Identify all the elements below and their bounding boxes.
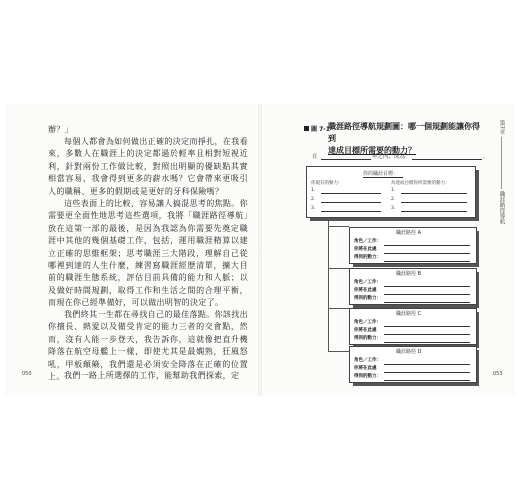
path-d-role-label: 角色／工作： [354,358,381,363]
chapter-rule [501,137,502,189]
path-a-drive-label-2: 得到的動力： [354,255,381,260]
path-c-title: 職涯路徑 C [396,311,422,317]
connector-trunk [328,217,329,332]
path-a-line-2 [384,253,470,254]
path-b-drive-label-1: 你將在此處 [354,288,377,293]
path-d-line-3 [384,380,470,381]
goal-middle: 年之內，成為 [372,154,406,160]
goal-years-blank [321,159,371,160]
path-c-line-3 [384,342,470,343]
chapter-subtitle: 職涯路徑導航 [498,190,505,224]
right-number-3: 3. [391,206,396,211]
path-c-line-2 [384,334,470,335]
goal-box-title-line [363,177,403,178]
path-c-box [349,308,477,345]
path-c-role-label: 角色／工作： [354,320,381,325]
chapter-marker [492,120,510,224]
connector-d [328,351,349,352]
figure-title-line1: 職涯路徑導航規劃圖：哪一個規劃能讓你得到 [328,122,480,143]
paragraph-0: 辦？」 [48,125,74,134]
path-a-title: 職涯路徑 A [396,230,422,236]
path-c-line-1 [384,326,470,327]
connector-b [328,268,349,269]
goal-suffix: 。 [483,154,489,160]
path-a-drive-label-1: 你將在此處 [354,247,377,252]
path-d-line-2 [384,372,470,373]
path-d-box [349,346,477,383]
path-c-drive-label-1: 你將在此處 [354,328,377,333]
right-number-1: 1. [391,188,396,193]
current-drivers-title: 你現有的動力： [311,181,343,186]
path-d-line-1 [384,364,470,365]
paragraph-4: 我們一路上所選擇的工作，能幫助我們探索，定 [64,371,240,380]
left-line-1 [321,193,381,194]
square-bullet-icon [304,126,309,131]
left-line-2 [321,202,381,203]
path-b-role-label: 角色／工作： [354,280,381,285]
figure-number: 圖 7-1 [311,126,330,133]
connector-c [328,308,349,309]
figure-tag [304,124,330,133]
left-line-3 [321,211,381,212]
page-number-right: 053 [493,371,503,377]
left-number-1: 1. [311,188,316,193]
right-number-2: 2. [391,197,396,202]
connector-trunk-lower [328,332,329,352]
chapter-label: 第7章 [498,120,505,135]
path-b-drive-label-2: 得到的動力： [354,296,381,301]
connector-a [328,226,349,227]
path-a-line-1 [384,245,470,246]
paragraph-1: 每個人都會為如何做出正確的決定而掙扎，在我看來，多數人在職涯上的決定都過於輕率且相對短視近利，針對兩份工作做比較，對照出明顯的優缺點其實相當容易，我會得到更多的薪水嗎？它會帶來更吸引人的職稱、更多的假期或是更好的牙科保險嗎？ [48,137,248,196]
goal-prefix: 在 [312,154,318,160]
left-number-3: 3. [311,206,316,211]
goal-box [306,166,476,218]
path-a-box [349,227,477,264]
figure-title-line2: 達成目標所需要的動力？ [328,146,416,155]
needed-drivers-title: 為達成目標你所需要的動力： [391,181,450,186]
path-a-line-3 [384,261,470,262]
paragraph-2: 這些表面上的比較，容易讓人搞混思考的焦點。你需要更全面性地思考這些選項，我將「職涯路徑導航」放在這第一部的最後，是因為我認為你需要先奠定職涯中其他的幾個基礎工作，包括，運用職涯精算以建立正確的思維框架；思考職涯三大階段，理解自己從哪裡到達的人生什麼，練習寫職涯經歷清單，擴大目前的職涯生態系統，評估目前具備的能力和人脈；以及做好時間規劃，取得工作和生活之間的合理平衡，而現在你已經準備好，可以做出明智的決定了。 [48,199,248,308]
path-b-line-3 [384,302,470,303]
path-d-drive-label-1: 你將在此處 [354,366,377,371]
right-line-2 [401,202,467,203]
book-gutter [258,104,262,396]
path-b-box [349,268,477,305]
right-line-3 [401,211,467,212]
path-b-title: 職涯路徑 B [396,271,422,277]
path-b-line-2 [384,294,470,295]
paragraph-3: 我們終其一生都在尋找自己的最佳落點。你該找出你擅長、熱愛以及備受肯定的能力三者的交會點，然而，沒有人能一步登天，我告訴你，這就像把直升機降落在航空母艦上一樣，即使尤其是最嫻熟，狂風怒吼，甲板顛簸，我們還是必須安全降落在正確的位置上。 [48,310,248,382]
path-c-drive-label-2: 得到的動力： [354,336,381,341]
path-b-line-1 [384,286,470,287]
page-number-left: 050 [22,371,32,377]
left-number-2: 2. [311,197,316,202]
right-line-1 [401,193,467,194]
path-d-drive-label-2: 得到的動力： [354,374,381,379]
path-a-role-label: 角色／工作： [354,239,381,244]
path-d-title: 職涯路徑 D [396,349,422,355]
goal-role-blank [412,159,482,160]
goal-box-title: 你的職涯目標： [363,171,399,177]
